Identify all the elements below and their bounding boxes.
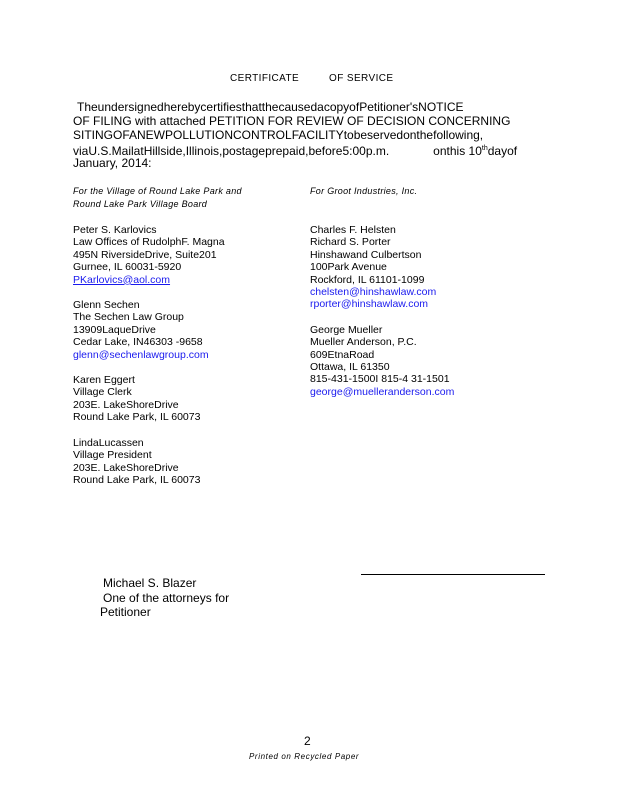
contact-line: Charles F. Helsten: [310, 224, 396, 236]
contact-helsten-porter: [310, 224, 454, 311]
contact-line: 100Park Avenue: [310, 261, 387, 274]
email-link[interactable]: george@muelleranderson.com: [310, 385, 455, 398]
contact-lucassen: [73, 437, 242, 487]
intro-line-4-end: onthis 10: [433, 144, 482, 158]
contact-line: Gurnee, IL 60031-5920: [73, 261, 182, 274]
contact-line: 203E. LakeShoreDrive: [73, 461, 179, 474]
contact-mueller: [310, 324, 454, 398]
contact-line: Peter S. Karlovics: [73, 224, 157, 236]
email-link[interactable]: chelsten@hinshawlaw.com: [310, 286, 437, 299]
email-link[interactable]: glenn@sechenlawgroup.com: [73, 348, 209, 361]
intro-line-1: TheundersignedherebycertifiesthatthecausedacopyofPetitioner'sNOTICE: [77, 100, 464, 114]
contact-line: Rockford, IL 61101-1099: [310, 273, 425, 286]
contact-line: Mueller Anderson, P.C.: [310, 336, 417, 349]
contact-line: Glenn Sechen: [73, 299, 140, 312]
contact-line: Ottawa, IL 61350: [310, 361, 390, 374]
signature-line: [361, 574, 545, 575]
contact-line: The Sechen Law Group: [73, 311, 184, 324]
email-link[interactable]: rporter@hinshawlaw.com: [310, 298, 429, 311]
intro-line-5: January, 2014:: [73, 156, 152, 170]
contact-line: Cedar Lake, IN46303 -9658: [73, 336, 203, 349]
contact-line: LindaLucassen: [73, 436, 144, 449]
email-link[interactable]: PKarlovics@aol.com: [73, 273, 171, 286]
signer-name: Michael S. Blazer: [103, 576, 197, 590]
contact-eggert: [73, 374, 242, 424]
intro-line-3: SITINGOFANEWPOLLUTIONCONTROLFACILITYtobeservedonthefollowing,: [73, 128, 484, 142]
contact-line: Karen Eggert: [73, 374, 135, 387]
left-heading-line-2: Round Lake Park Village Board: [73, 199, 208, 209]
recycled-paper-note: Printed on Recycled Paper: [249, 752, 360, 761]
contact-line: Village Clerk: [73, 386, 132, 399]
left-heading: [73, 185, 242, 211]
left-heading-line-1: For the Village of Round Lake Park and: [73, 186, 242, 196]
contact-line: Round Lake Park, IL 60073: [73, 411, 201, 424]
right-column: [310, 185, 454, 398]
signer-role-line-1: One of the attorneys for: [103, 591, 230, 605]
title-part-2: OF SERVICE: [329, 73, 394, 84]
intro-day-suffix: th: [481, 145, 488, 152]
contact-line: George Mueller: [310, 323, 383, 336]
intro-line-4-tail: dayof: [487, 144, 518, 158]
contact-line: Round Lake Park, IL 60073: [73, 473, 201, 486]
contact-line: 609EtnaRoad: [310, 348, 375, 361]
contact-line: Richard S. Porter: [310, 236, 391, 249]
contact-karlovics: [73, 224, 242, 286]
left-column: [73, 185, 242, 486]
title-part-1: CERTIFICATE: [230, 73, 300, 84]
intro-line-4-start: viaU.S.MailatHillside,Illinois,postageprepaid,before5:00p.m.: [73, 144, 390, 158]
contact-sechen: [73, 299, 242, 361]
contact-line: Law Offices of RudolphF. Magna: [73, 236, 225, 249]
document-title: [230, 73, 393, 84]
signer-role-line-2: Petitioner: [100, 605, 151, 619]
contact-line: 203E. LakeShoreDrive: [73, 398, 179, 411]
right-heading: For Groot Industries, Inc.: [310, 186, 418, 196]
contact-line: Village President: [73, 449, 152, 462]
contact-line: 815-431-1500I 815-4 31-1501: [310, 373, 450, 386]
page-number: 2: [304, 734, 311, 748]
contact-line: 13909LaqueDrive: [73, 323, 156, 336]
contact-line: 495N RiversideDrive, Suite201: [73, 248, 217, 261]
intro-line-2: OF FILING with attached PETITION FOR REVIEW OF DECISION CONCERNING: [73, 114, 511, 128]
contact-line: Hinshawand Culbertson: [310, 248, 422, 261]
